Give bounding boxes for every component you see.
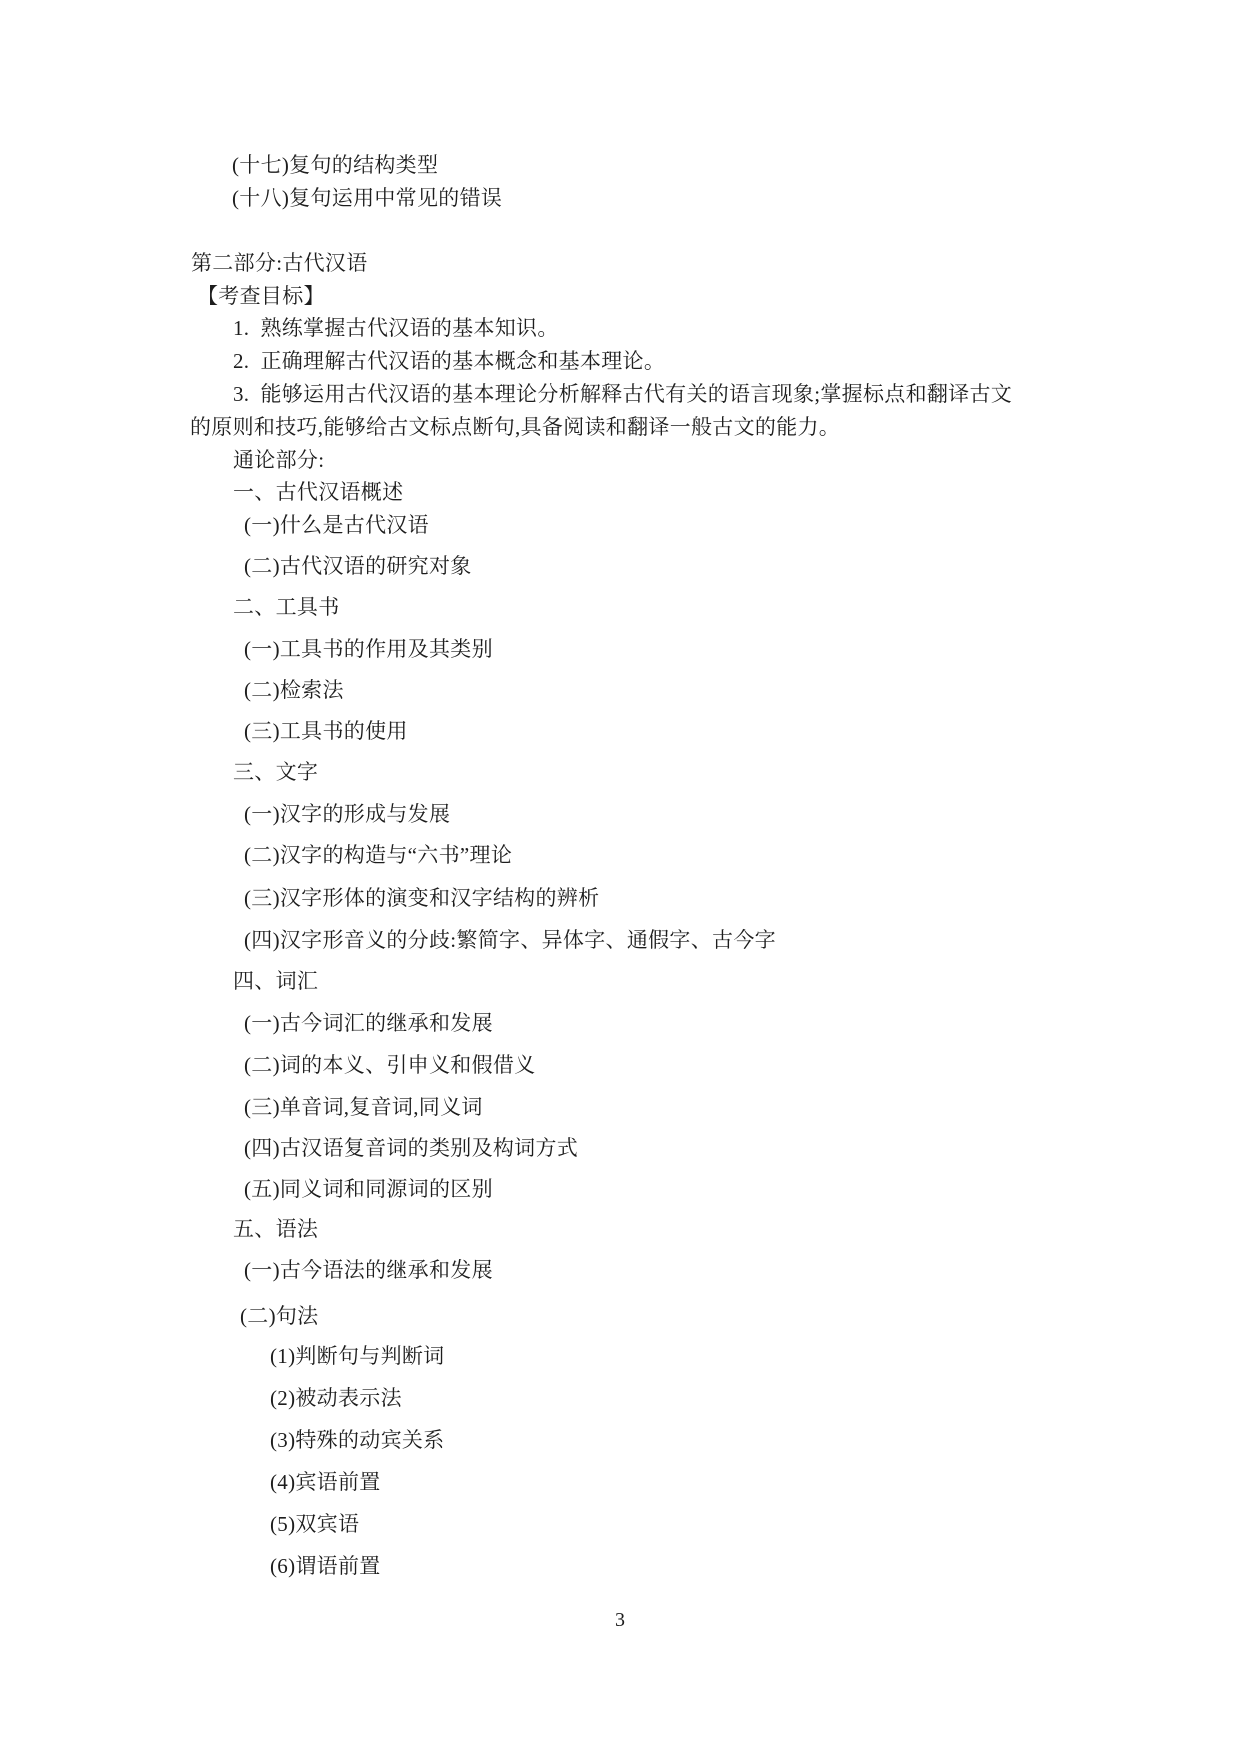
- outline-item: (1)判断句与判断词: [270, 1344, 445, 1368]
- outline-item: 一、古代汉语概述: [233, 480, 404, 504]
- outline-item: (2)被动表示法: [270, 1386, 402, 1410]
- outline-item: (一)工具书的作用及其类别: [244, 637, 493, 661]
- part1-outline-item-17: (十七)复句的结构类型: [232, 153, 439, 177]
- page-number: 3: [615, 1609, 625, 1631]
- outline-item: (三)工具书的使用: [244, 719, 408, 743]
- objective-item-2: 2. 正确理解古代汉语的基本概念和基本理论。: [233, 349, 666, 373]
- outline-item: (一)古今语法的继承和发展: [244, 1258, 493, 1282]
- outline-item: 三、文字: [233, 760, 319, 784]
- objective-item-3: 3. 能够运用古代汉语的基本理论分析解释古代有关的语言现象;掌握标点和翻译古文: [233, 382, 1013, 406]
- outline-item: 四、词汇: [233, 969, 319, 993]
- objectives-title: 【考查目标】: [197, 284, 325, 308]
- outline-item: (4)宾语前置: [270, 1470, 381, 1494]
- outline-item: (5)双宾语: [270, 1512, 360, 1536]
- objective-item-1: 1. 熟练掌握古代汉语的基本知识。: [233, 316, 559, 340]
- part1-outline-item-18: (十八)复句运用中常见的错误: [232, 186, 503, 210]
- outline-item: 二、工具书: [233, 595, 340, 619]
- outline-item: (二)检索法: [244, 678, 344, 702]
- objective-item-3-wrap: 的原则和技巧,能够给古文标点断句,具备阅读和翻译一般古文的能力。: [190, 415, 841, 439]
- outline-item: (四)汉字形音义的分歧:繁简字、异体字、通假字、古今字: [244, 928, 776, 952]
- outline-item: (二)句法: [240, 1304, 319, 1328]
- outline-item: (三)汉字形体的演变和汉字结构的辨析: [244, 886, 600, 910]
- outline-item: (6)谓语前置: [270, 1554, 381, 1578]
- outline-item: (四)古汉语复音词的类别及构词方式: [244, 1136, 579, 1160]
- outline-item: (二)古代汉语的研究对象: [244, 554, 472, 578]
- outline-item: (三)单音词,复音词,同义词: [244, 1095, 483, 1119]
- outline-item: (五)同义词和同源词的区别: [244, 1177, 493, 1201]
- outline-item: 五、语法: [233, 1217, 319, 1241]
- outline-item: (二)汉字的构造与“六书”理论: [244, 843, 513, 867]
- general-section-label: 通论部分:: [233, 448, 325, 472]
- part2-heading: 第二部分:古代汉语: [191, 251, 368, 275]
- outline-item: (一)古今词汇的继承和发展: [244, 1011, 493, 1035]
- outline-item: (一)什么是古代汉语: [244, 513, 429, 537]
- outline-item: (3)特殊的动宾关系: [270, 1428, 445, 1452]
- outline-item: (二)词的本义、引申义和假借义: [244, 1053, 536, 1077]
- outline-item: (一)汉字的形成与发展: [244, 802, 451, 826]
